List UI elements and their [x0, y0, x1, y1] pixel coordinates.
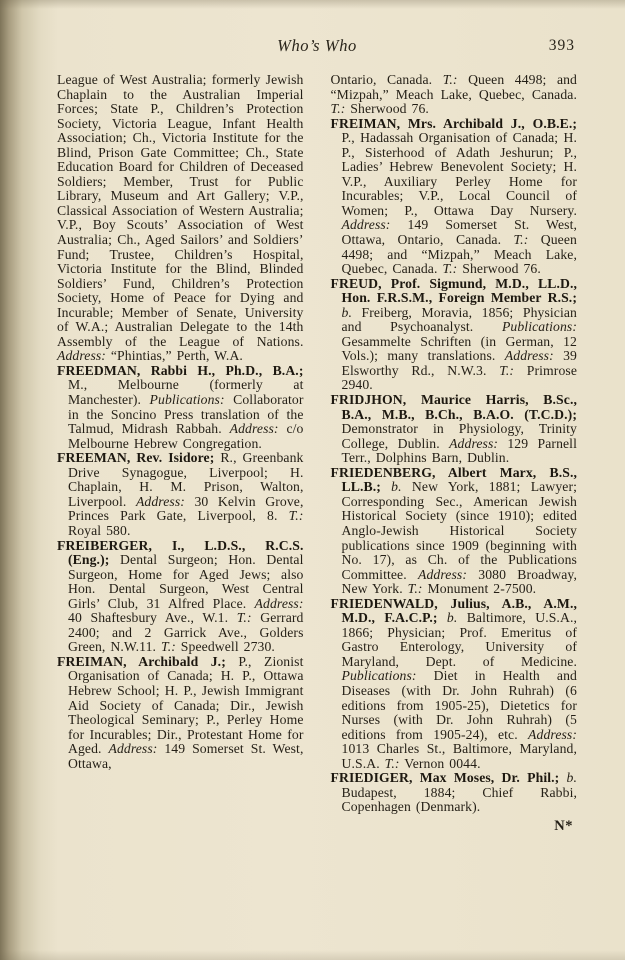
left-column [57, 73, 304, 835]
entry-field-label: Address: [254, 595, 304, 611]
entry-field-label: T.: [384, 755, 400, 771]
entry-body-text: Vernon 0044. [399, 755, 481, 771]
entry-field-label: Address: [108, 741, 158, 757]
entry-freiman-mrs-archibald [331, 117, 578, 277]
entry-body-text: Ontario, Canada. [330, 72, 443, 87]
entry-continuation-from-previous-page [57, 73, 304, 364]
entry-field-label: b. [391, 479, 402, 495]
entry-field-label: Address: [418, 566, 467, 582]
entry-body-text: Sherwood 76. [345, 101, 429, 117]
entry-body-text: Freiberg, Moravia, 1856; Physician and Psychoanalyst. [341, 304, 577, 335]
entry-body-text: 1013 Charles St., Baltimore, Maryland, U.S.A. [341, 741, 577, 771]
entry-freeman [57, 451, 304, 538]
entry-body-text: 149 Somerset St. West, Ottawa, Ontario, Canada. [341, 217, 577, 248]
entry-body-text: Primrose 2940. [341, 362, 578, 393]
entry-field-label: T.: [442, 72, 458, 87]
entry-name-text: FREEDMAN, Rabbi H., Ph.D., B.A.; [57, 362, 304, 378]
entry-body-text: Collaborator in the Soncino Press translation of the Talmud, Midrash Rabbah. [68, 392, 304, 437]
entry-name-text: FRIEDENWALD, Julius, A.B., A.M., M.D., F.A.C.P.; [330, 595, 577, 626]
entry-body-text: Queen 4498; and “Mizpah,” Meach Lake, Quebec, Canada. [330, 72, 578, 102]
entry-body-text: P., Zionist Organisation of Canada; H. P., Ottawa Hebrew School; H. P., Jewish Immigrant Aid Society of Canada; Dir., Jewish Theological Seminary; P., Perley Home for Incurables; Dir., Protestant Home for Aged. [68, 653, 304, 757]
printers-signature-mark: N* [554, 817, 573, 834]
entry-name-text: FRIDJHON, Maurice Harris, B.Sc., B.A., M.B., B.Ch., B.A.O. (T.C.D.); [330, 392, 577, 422]
entry-body-text: Sherwood 76. [457, 261, 541, 277]
entry-field-label: Address: [229, 421, 279, 437]
entry-field-label: b. [566, 770, 577, 786]
entry-body-text: Budapest, 1884; Chief Rabbi, Copenhagen (Denmark). [341, 784, 577, 815]
entry-field-label: Address: [341, 217, 391, 233]
entry-body-text: Baltimore, U.S.A., 1866; Physician; Prof. Emeritus of Gastro Enterology, University of Maryland, Dept. of Medicine. [341, 610, 577, 669]
entry-field-label: T.: [236, 610, 252, 626]
entry-field-label: Address: [57, 348, 106, 364]
entry-field-label: Publications: [501, 319, 577, 335]
entry-field-label: T.: [330, 101, 346, 117]
entry-body-text: 40 Shaftesbury Ave., W.1. [68, 610, 237, 626]
entry-body-text: c/o Melbourne Hebrew Congregation. [68, 421, 304, 451]
text-columns [57, 73, 577, 835]
entry-name-text: FREEMAN, Rev. Isidore; [57, 450, 221, 466]
entry-body-text: M., Melbourne (formerly at Manchester). [68, 377, 304, 408]
entry-name-text: FRIEDENBERG, Albert Marx, B.S., LL.B.; [330, 464, 577, 495]
page-content [57, 36, 577, 950]
entry-name-text: FREUD, Prof. Sigmund, M.D., LL.D., Hon. F.R.S.M., Foreign Member R.S.; [330, 275, 577, 306]
entry-field-label: T.: [513, 232, 529, 248]
entry-field-label: T.: [407, 581, 423, 597]
entry-field-label: Address: [449, 435, 499, 451]
entry-body-text: Gesammelte Schriften (in German, 12 Vols.); many translations. [341, 333, 577, 364]
entry-body-text: 39 Elsworthy Rd., N.W.3. [341, 348, 577, 378]
entry-body-text: Diet in Health and Diseases (with Dr. John Ruhrah) (6 editions from 1905-25), Dietetics for Nurses (with Dr. John Ruhrah) (5 editions from 1905-24), etc. [341, 668, 577, 742]
entry-field-label: T.: [288, 508, 304, 524]
entry-body-text: 30 Kelvin Grove, Princes Park Gate, Liverpool, 8. [68, 493, 304, 524]
page-number: 393 [548, 37, 575, 54]
entry-body-text: 149 Somerset St. West, Ottawa, [68, 741, 304, 771]
entry-field-label: Address: [504, 348, 554, 364]
entry-freud [331, 277, 578, 393]
entry-field-label: T.: [442, 261, 458, 277]
entry-name-text: FREIMAN, Archibald J.; [57, 653, 239, 669]
entry-body-text: P., Hadassah Organisation of Canada; H. P., Sisterhood of Adath Jeshurun; P., Ladies’ Hebrew Benevolent Society; H. V.P., Auxiliary Perley Home for Incurables; V.P., Local Council of Women; P., Ottawa Day Nursery. [341, 130, 577, 218]
right-column [331, 73, 578, 835]
entry-body-text: New York, 1881; Lawyer; Corresponding Sec., American Jewish Historical Society (since 1910); edited Anglo-Jewish Historical Society publications since 1909 (beginning with No. 17), as Ch. of the Publications Committee. [341, 479, 578, 582]
entry-name-text: FRIEDIGER, Max Moses, Dr. Phil.; [330, 770, 567, 786]
page-header [57, 36, 577, 60]
entry-name-text: FREIBERGER, I., L.D.S., R.C.S. (Eng.); [57, 537, 304, 568]
entry-freiman-archibald-continuation [331, 73, 578, 117]
entry-body-text: “Phintias,” Perth, W.A. [105, 348, 243, 364]
entry-body-text: League of West Australia; formerly Jewish Chaplain to the Australian Imperial Forces; State P., Children’s Protection Society, Victoria League, Infant Health Association; Ch., Victoria Institute for the Blind, Prison Gate Committee; Ch., State Education Board for Children of Deceased Soldiers; Member, Trust for Public Library, Museum and Art Gallery; V.P., Classical Association of Western Australia; V.P., Boy Scouts’ Association of West Australia; Ch., Aged Sailors’ and Soldiers’ Fund; Trustee, Children’s Hospital, Victoria Institute for the Blind, Blinded Soldiers’ Fund, Children’s Protection Society, Home of Peace for Dying and Incurable; Member of Senate, University of W.A.; Australian Delegate to the 14th Assembly of the League of Nations. [57, 72, 304, 349]
entry-body-text: Gerrard 2400; and 2 Garrick Ave., Golders Green, N.W.11. [68, 610, 304, 655]
running-title: Who’s Who [277, 36, 357, 55]
entry-freiberger [57, 539, 304, 655]
entry-field-label: Publications: [341, 668, 417, 684]
right-column-entries [331, 73, 578, 815]
entry-field-label: Publications: [149, 392, 225, 408]
entry-freedman [57, 364, 304, 451]
left-column-entries [57, 73, 304, 771]
entry-name-text: FREIMAN, Mrs. Archibald J., O.B.E.; [330, 115, 577, 131]
entry-body-text: Monument 2-7500. [422, 581, 537, 597]
entry-body-text: Dental Surgeon; Hon. Dental Surgeon, Home for Aged Jews; also Hon. Dental Surgeon, West Central Girls’ Club, 31 Alfred Place. [68, 552, 304, 611]
entry-body-text: Demonstrator in Physiology, Trinity College, Dublin. [341, 421, 577, 451]
entry-field-label: b. [341, 304, 352, 320]
entry-fridjhon [331, 393, 578, 466]
entry-friedenwald [331, 597, 578, 772]
entry-friediger [331, 771, 578, 815]
entry-field-label: Address: [135, 493, 185, 509]
entry-body-text: Speedwell 2730. [175, 639, 275, 655]
entry-body-text: 129 Parnell Terr., Dolphins Barn, Dublin. [341, 435, 577, 466]
entry-field-label: T.: [499, 362, 515, 378]
entry-friedenberg [331, 466, 578, 597]
entry-body-text: 3080 Broadway, New York. [341, 566, 577, 597]
entry-body-text: Royal 580. [68, 522, 131, 538]
entry-field-label: Address: [528, 726, 577, 742]
entry-field-label: T.: [161, 639, 176, 655]
entry-body-text: R., Greenbank Drive Synagogue, Liverpool; H. Chaplain, H. M. Prison, Walton, Liverpool. [68, 450, 304, 509]
entry-field-label: b. [446, 610, 458, 626]
entry-body-text: Queen 4498; and “Mizpah,” Meach Lake, Quebec, Canada. [341, 232, 577, 277]
entry-freiman-archibald [57, 655, 304, 771]
